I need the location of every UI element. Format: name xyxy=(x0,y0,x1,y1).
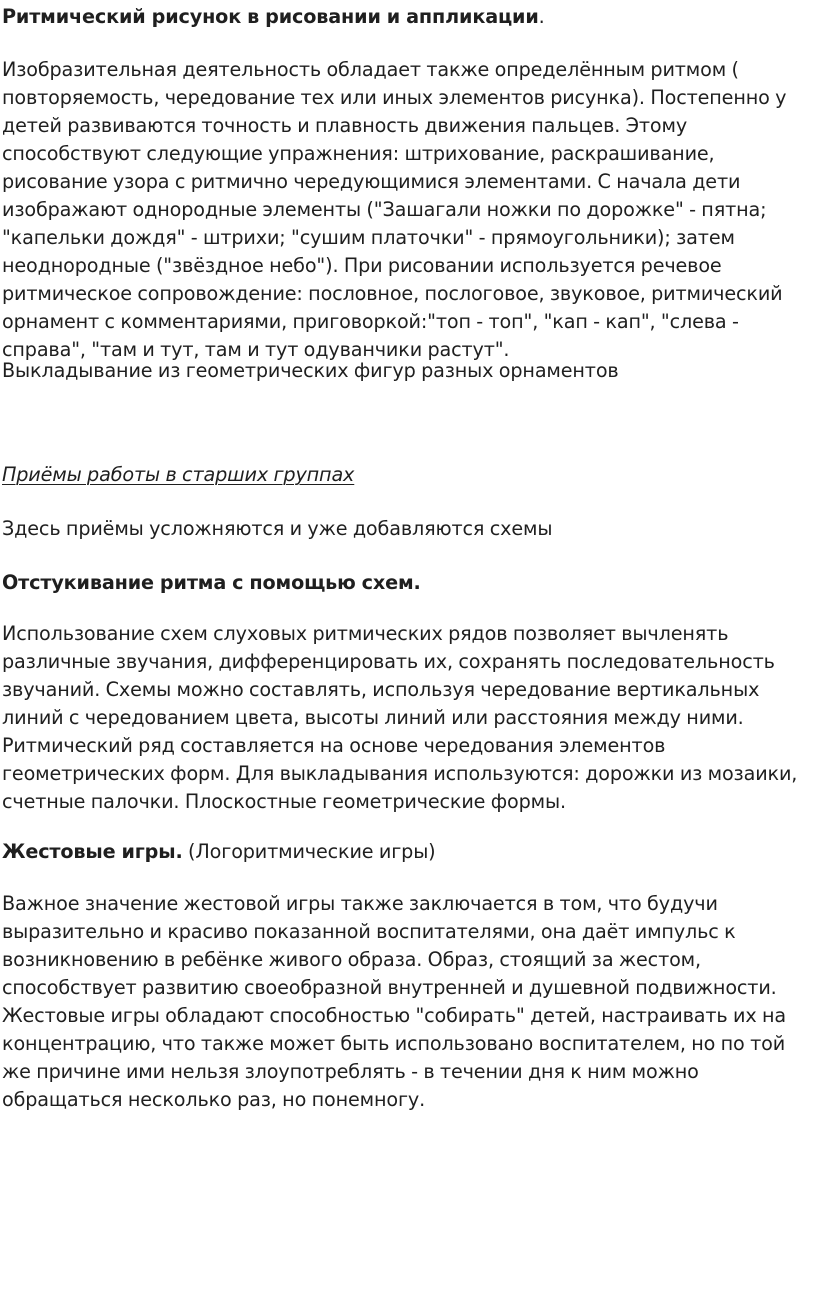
section-title-bold: Ритмический рисунок в рисовании и аппликации xyxy=(2,5,539,28)
layout-paragraph: Выкладывание из геометрических фигур разных орнаментов xyxy=(2,359,619,382)
subheading-text: Приёмы работы в старших группах xyxy=(2,463,355,486)
intro-paragraph: Изобразительная деятельность обладает также определённым ритмом ( повторяемость, чередование тех или иных элементов рисунка). Постепенно у детей развиваются точность и плавность движения пальцев. Этому способствуют следующие упражнения: штрихование, раскрашивание, рисование узора с ритмично чередующимися элементами. С начала дети изображают однородные элементы ("Зашагали ножки по дорожке" - пятна; "капельки дождя" - штрихи; "сушим платочки" - прямоугольники); затем неоднородные ("звёздное небо"). При рисовании используется речевое ритмическое сопровождение: пословное, послоговое, звуковое, ритмический орнамент с комментариями, приговоркой:"топ - топ", "кап - кап", "слева - справа", "там и тут, там и тут одуванчики растут". xyxy=(2,58,787,361)
tapping-heading: Отстукивание ритма с помощью схем. xyxy=(2,571,421,594)
gesture-heading-rest: (Логоритмические игры) xyxy=(182,840,436,863)
gesture-heading xyxy=(2,838,814,866)
here-paragraph: Здесь приёмы усложняются и уже добавляются схемы xyxy=(2,517,553,540)
schemes-paragraph: Использование схем слуховых ритмических рядов позволяет вычленять различные звучания, дифференцировать их, сохранять последовательность звучаний. Схемы можно составлять, используя чередование вертикальных линий с чередованием цвета, высоты линий или расстояния между ними. Ритмический ряд составляется на основе чередования элементов геометрических форм. Для выкладывания используются: дорожки из мозаики, счетные палочки. Плоскостные геометрические формы. xyxy=(2,622,798,813)
section-title xyxy=(2,3,814,31)
section-title-suffix: . xyxy=(538,5,545,28)
gesture-heading-bold: Жестовые игры. xyxy=(2,840,183,863)
gesture-paragraph: Важное значение жестовой игры также заключается в том, что будучи выразительно и красиво показанной воспитателями, она даёт импульс к возникновению в ребёнке живого образа. Образ, стоящий за жестом, способствует развитию своеобразной внутренней и душевной подвижности. Жестовые игры обладают способностью "собирать" детей, настраивать их на концентрацию, что также может быть использовано воспитателем, но по той же причине ими нельзя злоупотреблять - в течении дня к ним можно обращаться несколько раз, но понемногу. xyxy=(2,892,787,1111)
subheading xyxy=(2,461,814,489)
